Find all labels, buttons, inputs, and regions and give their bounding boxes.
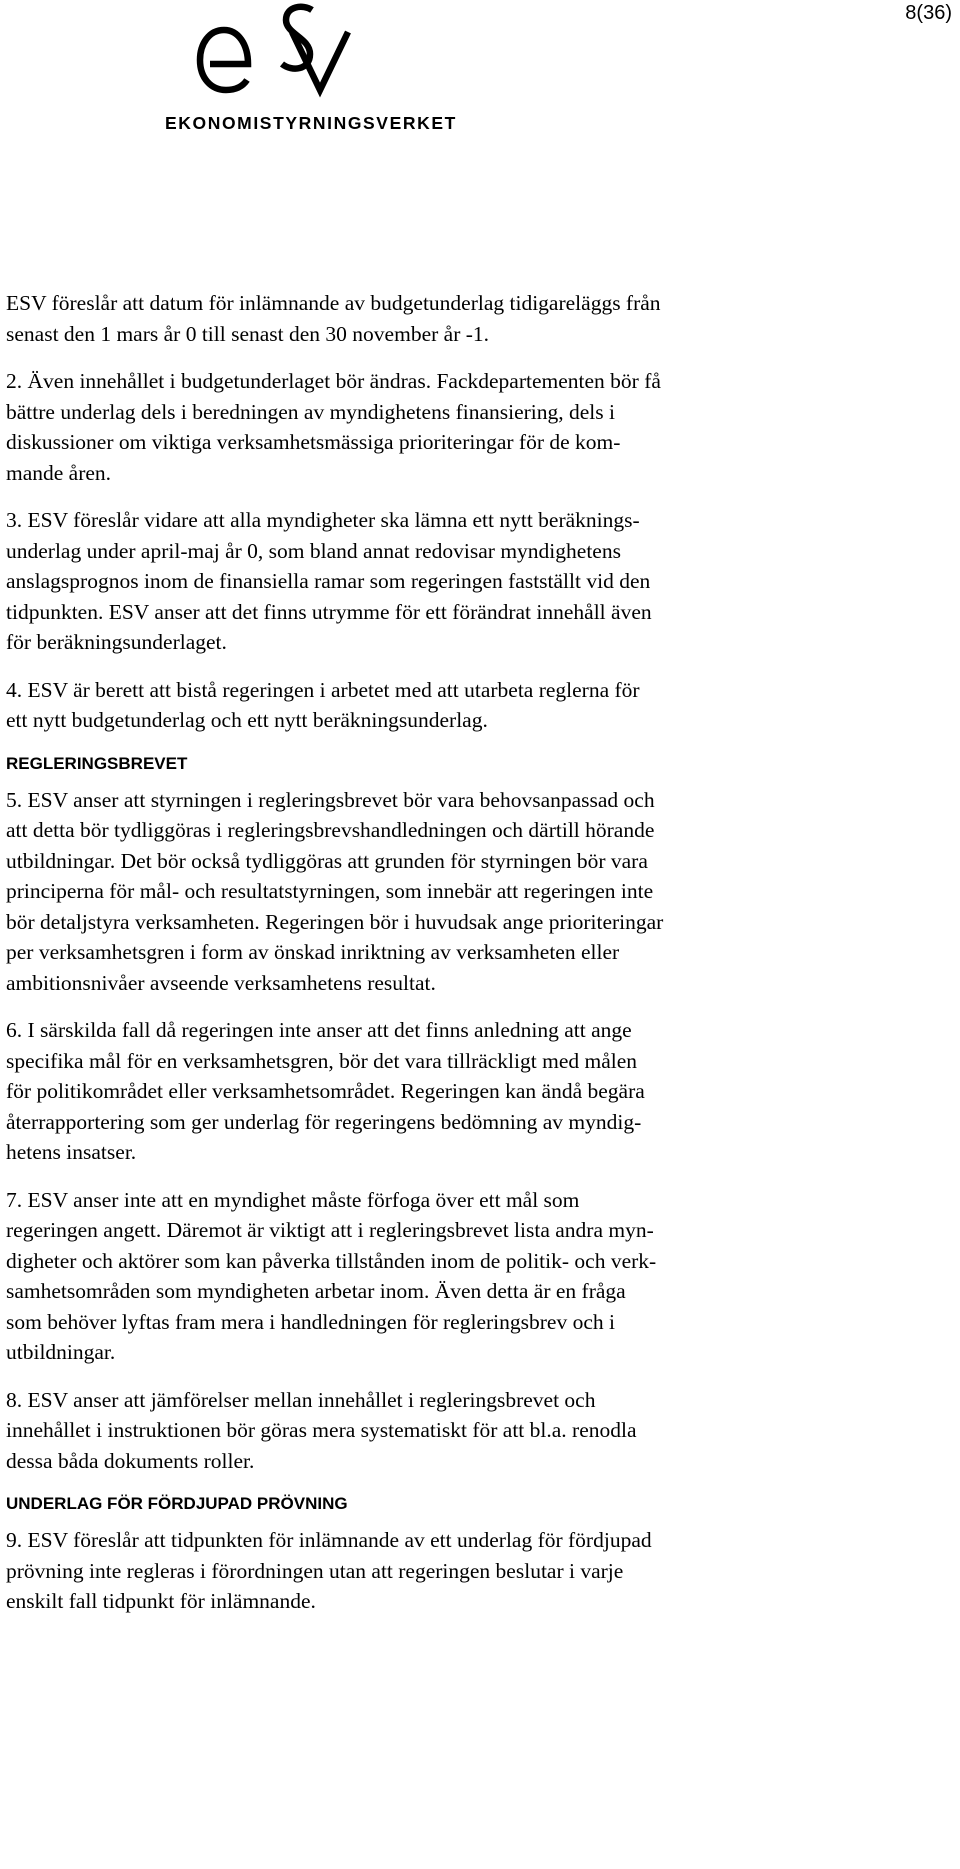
paragraph-line: 2. Även innehållet i budgetunderlaget bör ändras. Fackdepartementen bör få: [6, 369, 661, 393]
paragraph-line: samhetsområden som myndigheten arbetar inom. Även detta är en fråga: [6, 1279, 626, 1303]
paragraph-line: principerna för mål- och resultatstyrningen, som innebär att regeringen inte: [6, 879, 654, 903]
paragraph: [6, 288, 951, 349]
paragraph-line: dessa båda dokuments roller.: [6, 1448, 255, 1473]
paragraph: [6, 1185, 951, 1368]
paragraph-line: hetens insatser.: [6, 1140, 137, 1164]
paragraph-line: underlag under april-maj år 0, som bland annat redovisar myndighetens: [6, 538, 621, 563]
section-heading: REGLERINGSBREVET: [6, 753, 188, 773]
paragraph-line: anslagsprognos inom de finansiella ramar som regeringen fastställt vid den: [6, 569, 651, 593]
paragraph-line: ambitionsnivåer avseende verksamhetens resultat.: [6, 970, 436, 995]
paragraph-line: som behöver lyftas fram mera i handledningen för regleringsbrev och i: [6, 1309, 615, 1334]
paragraph-line: 8. ESV anser att jämförelser mellan innehållet i regleringsbrevet och: [6, 1387, 596, 1412]
section-heading: UNDERLAG FÖR FÖRDJUPAD PRÖVNING: [6, 1494, 348, 1513]
paragraph-line: ett nytt budgetunderlag och ett nytt beräkningsunderlag.: [6, 708, 488, 732]
logo-tagline: EKONOMISTYRNINGSVERKET: [165, 113, 457, 133]
paragraph: [6, 1385, 951, 1477]
paragraph-line: bättre underlag dels i beredningen av myndighetens finansiering, dels i: [6, 399, 615, 424]
paragraph-line: för beräkningsunderlaget.: [6, 630, 227, 654]
paragraph-line: att detta bör tydliggöras i regleringsbrevshandledningen och därtill hörande: [6, 818, 655, 842]
paragraph-line: specifika mål för en verksamhetsgren, bör det vara tillräckligt med målen: [6, 1048, 638, 1073]
paragraph-line: prövning inte regleras i förordningen utan att regeringen beslutar i varje: [6, 1558, 624, 1583]
paragraph: [6, 366, 951, 488]
page-number: 8(36): [905, 2, 952, 24]
paragraph-line: digheter och aktörer som kan påverka tillstånden inom de politik- och verk-: [6, 1248, 657, 1273]
document-body: [6, 288, 951, 1634]
paragraph-line: utbildningar.: [6, 1340, 116, 1364]
paragraph-line: 4. ESV är berett att bistå regeringen i arbetet med att utarbeta reglerna för: [6, 677, 640, 702]
paragraph-line: per verksamhetsgren i form av önskad inriktning av verksamheten eller: [6, 940, 620, 964]
paragraph-line: senast den 1 mars år 0 till senast den 30 november år -1.: [6, 321, 490, 346]
esv-logo-mark-icon: [160, 0, 490, 110]
paragraph-line: återrapportering som ger underlag för regeringens bedömning av myndig-: [6, 1109, 642, 1134]
paragraph-line: 9. ESV föreslår att tidpunkten för inlämnande av ett underlag för fördjupad: [6, 1528, 652, 1552]
paragraph-line: diskussioner om viktiga verksamhetsmässiga prioriteringar för de kom-: [6, 430, 621, 454]
paragraph-line: 5. ESV anser att styrningen i regleringsbrevet bör vara behovsanpassad och: [6, 787, 655, 812]
paragraph-line: 3. ESV föreslår vidare att alla myndigheter ska lämna ett nytt beräknings-: [6, 508, 640, 532]
paragraph-line: ESV föreslår att datum för inlämnande av budgetunderlag tidigareläggs från: [6, 291, 661, 315]
paragraph: [6, 1015, 951, 1168]
paragraph-line: 7. ESV anser inte att en myndighet måste förfoga över ett mål som: [6, 1187, 580, 1212]
paragraph-line: för politikområdet eller verksamhetsområdet. Regeringen kan ändå begära: [6, 1079, 645, 1103]
paragraph-line: enskilt fall tidpunkt för inlämnande.: [6, 1589, 316, 1613]
paragraph-line: utbildningar. Det bör också tydliggöras att grunden för styrningen bör vara: [6, 848, 648, 873]
paragraph: [6, 505, 951, 658]
paragraph-line: innehållet i instruktionen bör göras mera systematiskt för att bl.a. renodla: [6, 1418, 637, 1442]
paragraph-line: mande åren.: [6, 460, 112, 485]
paragraph-line: 6. I särskilda fall då regeringen inte anser att det finns anledning att ange: [6, 1018, 632, 1042]
paragraph: [6, 785, 951, 999]
paragraph-line: regeringen angett. Däremot är viktigt att i regleringsbrevet lista andra myn-: [6, 1218, 654, 1242]
paragraph: [6, 675, 951, 736]
paragraph: [6, 1525, 951, 1617]
paragraph-line: tidpunkten. ESV anser att det finns utrymme för ett förändrat innehåll även: [6, 599, 652, 624]
paragraph-line: bör detaljstyra verksamheten. Regeringen bör i huvudsak ange prioriteringar: [6, 909, 664, 934]
